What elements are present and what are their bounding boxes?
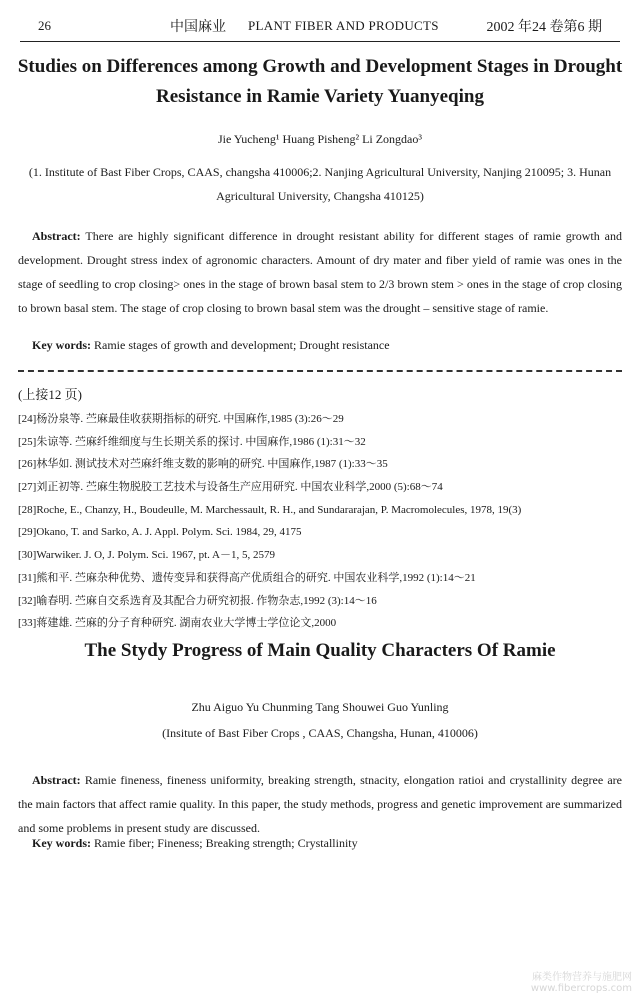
reference-item: [28]Roche, E., Chanzy, H., Boudeulle, M. Marchessault, R. H., and Sundararajan, P. Macromolecules, 1978, 19(3) — [18, 503, 522, 516]
reference-item: [24]杨汾泉等. 苎麻最佳收获期指标的研究. 中国麻作,1985 (3):26～29 — [18, 413, 344, 425]
reference-item: [30]Warwiker. J. O, J. Polym. Sci. 1967, pt. A－1, 5, 2579 — [18, 549, 275, 562]
keywords-text: Ramie stages of growth and development; Drought resistance — [94, 338, 390, 352]
article1-title: Studies on Differences among Growth and Development Stages in Drought Resistance in Ramie Variety Yuanyeqing — [17, 56, 623, 107]
keywords-text: Ramie fiber; Fineness; Breaking strength; Crystallinity — [94, 836, 358, 850]
reference-item: [29]Okano, T. and Sarko, A. J. Appl. Polym. Sci. 1984, 29, 4175 — [18, 526, 302, 539]
article1-affiliation: (1. Institute of Bast Fiber Crops, CAAS, changsha 410006;2. Nanjing Agricultural University, Nanjing 210095; 3. Hunan Agricultural University, Changsha 410125) — [28, 165, 612, 203]
abstract-label: Abstract: — [32, 229, 81, 243]
reference-item: [32]喻春明. 苎麻自交系选育及其配合力研究初报. 作物杂志,1992 (3):14～16 — [18, 594, 377, 607]
abstract-text: There are highly significant difference in drought resistant ability for different stages of ramie growth and development. Drought stress index of agronomic characters. Amount of dry mater and fiber yield of ramie was ones in the stage of seedling to crop closing> ones in the stage of brown basal stem to 2/3 brown stem > ones in the stage of crop closing to brown basal stem. The stage of crop closing to brown basal stem was the drought – sensitive stage of ramie. — [18, 229, 622, 315]
watermark-text: 麻类作物营养与施肥网 — [532, 972, 632, 983]
watermark-url: www.fibercrops.com — [530, 983, 632, 994]
journal-name-en: PLANT FIBER AND PRODUCTS — [248, 18, 439, 33]
article2-affiliation: (Insitute of Bast Fiber Crops , CAAS, Changsha, Hunan, 410006) — [162, 726, 478, 740]
journal-name-cn: 中国麻业 — [170, 20, 226, 35]
page-number: 26 — [38, 18, 51, 33]
article2-title: The Stydy Progress of Main Quality Characters Of Ramie — [84, 640, 556, 661]
watermark — [531, 968, 632, 994]
abstract-text: Ramie fineness, fineness uniformity, breaking strength, stnacity, elongation ratioi and crystallinity degree are the main factors that affect ramie quality. In this paper, the study methods, progress and genetic improvement are summarized and some problems in present study are discussed. — [18, 773, 622, 835]
reference-list — [18, 408, 622, 635]
article2-abstract — [18, 768, 622, 840]
keywords-label: Key words: — [32, 338, 91, 352]
reference-item: [26]林华如. 测试技术对苎麻纤维支数的影响的研究. 中国麻作,1987 (1):33～35 — [18, 458, 388, 471]
reference-item: [25]朱谅等. 苎麻纤维细度与生长期关系的探讨. 中国麻作,1986 (1):31～32 — [18, 435, 366, 448]
page-header — [20, 12, 620, 42]
continued-note: (上接12 页) — [18, 387, 82, 402]
issue-info: 2002 年24 卷第6 期 — [486, 20, 602, 35]
dashed-divider — [18, 370, 622, 372]
article2-keywords — [32, 836, 622, 851]
keywords-label: Key words: — [32, 836, 91, 850]
reference-item: [33]蒋建雄. 苎麻的分子育种研究. 湖南农业大学博士学位论文,2000 — [18, 617, 337, 630]
article2-authors: Zhu Aiguo Yu Chunming Tang Shouwei Guo Yunling — [191, 700, 449, 714]
abstract-label: Abstract: — [32, 773, 81, 787]
reference-item: [31]熊和平. 苎麻杂种优势、遗传变异和获得高产优质组合的研究. 中国农业科学,1992 (1):14～21 — [18, 571, 476, 584]
article1-keywords — [32, 338, 622, 353]
reference-item: [27]刘正初等. 苎麻生物脱胶工艺技术与设备生产应用研究. 中国农业科学,2000 (5):68～74 — [18, 481, 443, 494]
article1-authors: Jie Yucheng¹ Huang Pisheng² Li Zongdao³ — [218, 132, 422, 146]
article1-abstract — [18, 224, 622, 320]
